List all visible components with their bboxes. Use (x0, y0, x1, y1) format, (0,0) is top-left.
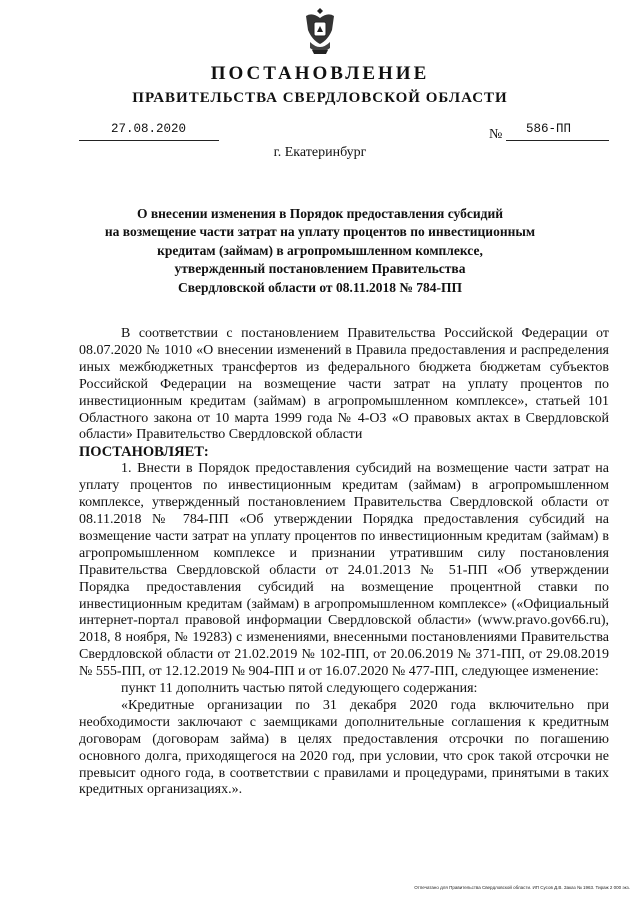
subject-line: О внесении изменения в Порядок предоставления субсидий (136, 206, 504, 221)
document-subject (60, 205, 580, 297)
document-body (79, 326, 609, 799)
number-underline (506, 140, 609, 141)
coat-of-arms-icon (302, 6, 338, 56)
quoted-amendment: «Кредитные организации по 31 декабря 2020 года включительно при необходимости заключают с заемщиками дополнительные соглашения к кредитным договорам (договорам займа) в целях предоставления отсрочки по погашению основного долга, приходящегося на 2020 год, при условии, что срок такой отсрочки не превысит одного года, в соответствии с правилами и процедурами, принятыми в таких кредитных организациях.». (79, 697, 609, 798)
document-title: ПОСТАНОВЛЕНИЕ (210, 63, 430, 84)
document-date: 27.08.2020 (111, 122, 187, 136)
document-city: г. Екатеринбург (273, 145, 367, 160)
resolves-heading: ПОСТАНОВЛЯЕТ: (79, 444, 209, 461)
number-label: № (489, 127, 503, 142)
subject-line: Свердловской области от 08.11.2018 № 784-ПП (177, 279, 463, 295)
item-1-paragraph: 1. Внести в Порядок предоставления субсидий на возмещение части затрат на уплату процентов по инвестиционным кредитам (займам) в агропромышленном комплексе, утвержденный постановлением Правительства Свердловской области от 08.11.2018 № 784-ПП «Об утверждении Порядка предоставления субсидий на возмещение части затрат на уплату процентов по инвестиционным кредитам (займам) в агропромышленном комплексе и признании утратившим силу постановления Правительства Свердловской области от 24.01.2013 № 51-ПП «Об утверждении Порядка предоставления субсидий на возмещение процентной ставки по инвестиционным кредитам (займам) в агропромышленном комплексе» («Официальный интернет-портал правовой информации Свердловской области» (www.pravo.gov66.ru), 2018, 8 ноября, № 19283) с изменениями, внесенными постановлениями Правительства Свердловской области от 21.02.2019 № 102-ПП, от 20.06.2019 № 371-ПП, от 29.08.2019 № 555-ПП, от 12.12.2019 № 904-ПП и от 16.07.2020 № 477-ПП, следующее изменение: (79, 461, 609, 680)
subject-line: на возмещение части затрат на уплату процентов по инвестиционным (104, 224, 536, 240)
item-1-subparagraph: пункт 11 дополнить частью пятой следующего содержания: (121, 681, 478, 697)
preamble-paragraph: В соответствии с постановлением Правительства Российской Федерации от 08.07.2020 № 1010 «О внесении изменений в Правила предоставления и распределения иных межбюджетных трансфертов из федерального бюджета бюджетам субъектов Российской Федерации на возмещение части затрат на уплату процентов по инвестиционным кредитам (займам) в агропромышленном комплексе», статьей 101 Областного закона от 10 марта 1999 года № 4-ОЗ «О правовых актах в Свердловской области» Правительство Свердловской области (79, 326, 609, 443)
document-number: 586-ПП (526, 122, 572, 136)
subject-line: утвержденный постановлением Правительства (174, 261, 466, 277)
date-underline (79, 140, 219, 141)
print-imprint: Отпечатано для Правительства Свердловской области. ИП Сусов Д.В. Заказ № 1963. Тираж 2 000 экз. (414, 885, 630, 890)
document-issuer: ПРАВИТЕЛЬСТВА СВЕРДЛОВСКОЙ ОБЛАСТИ (132, 90, 508, 106)
subject-line: кредитам (займам) в агропромышленном комплексе, (157, 242, 483, 258)
